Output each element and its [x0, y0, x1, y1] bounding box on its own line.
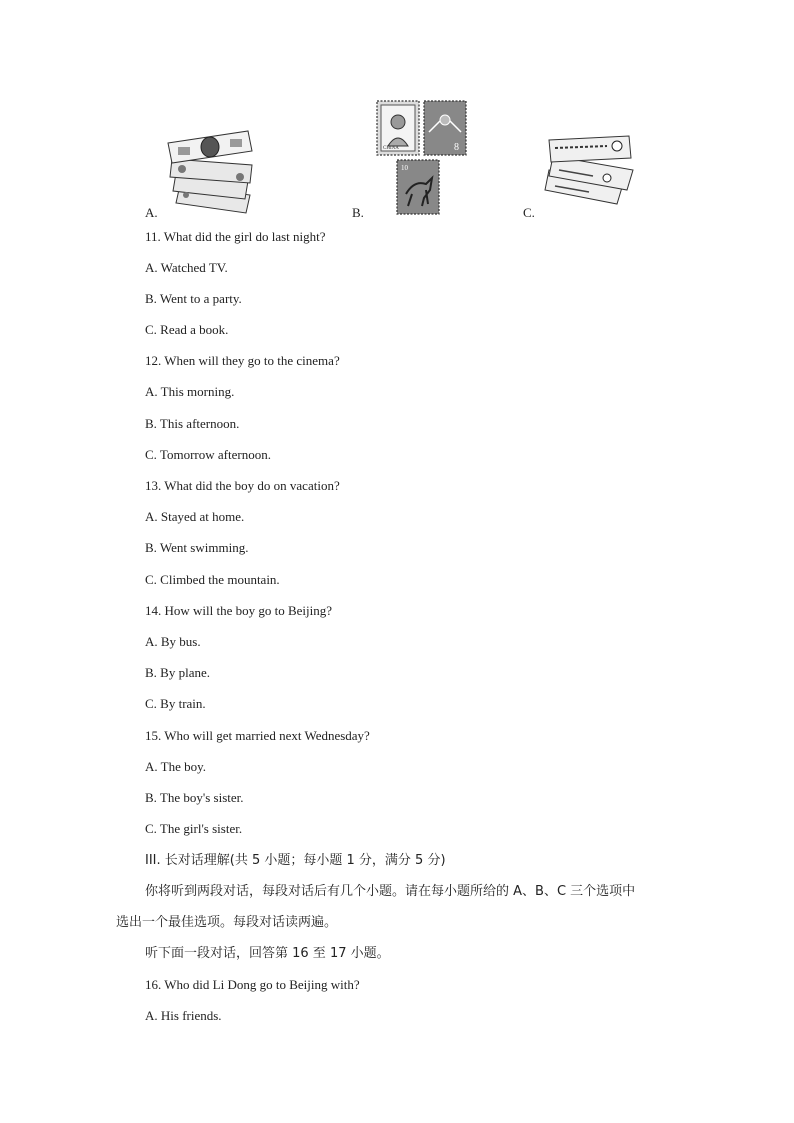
- question-11: 11. What did the girl do last night?: [145, 229, 326, 244]
- stamp-value-8: 8: [454, 142, 459, 153]
- question-15: 15. Who will get married next Wednesday?: [145, 728, 370, 743]
- question-16-option-a: A. His friends.: [145, 1008, 222, 1023]
- question-14-option-a: A. By bus.: [145, 634, 201, 649]
- section-3-listen-instruction: 听下面一段对话，回答第 16 至 17 小题。: [145, 946, 390, 961]
- section-3-instructions-line-1: 你将听到两段对话，每段对话后有几个小题。请在每小题所给的 A、B、C 三个选项中: [145, 884, 636, 899]
- question-11-option-c: C. Read a book.: [145, 322, 229, 337]
- question-14: 14. How will the boy go to Beijing?: [145, 603, 333, 618]
- stamps-picture: [374, 98, 470, 218]
- question-14-option-b: B. By plane.: [145, 665, 210, 680]
- question-12-option-a: A. This morning.: [145, 384, 235, 399]
- stamp-value-10: 10: [401, 164, 408, 172]
- stamp-country-text: CHINA: [383, 146, 399, 151]
- question-13-option-c: C. Climbed the mountain.: [145, 572, 280, 587]
- question-15-option-b: B. The boy's sister.: [145, 790, 244, 805]
- tickets-picture: [543, 130, 643, 210]
- question-13-option-a: A. Stayed at home.: [145, 509, 245, 524]
- question-15-option-c: C. The girl's sister.: [145, 821, 243, 836]
- question-12: 12. When will they go to the cinema?: [145, 353, 340, 368]
- question-14-option-c: C. By train.: [145, 696, 206, 711]
- question-12-option-c: C. Tomorrow afternoon.: [145, 447, 271, 462]
- question-16: 16. Who did Li Dong go to Beijing with?: [145, 977, 360, 992]
- question-15-option-a: A. The boy.: [145, 759, 207, 774]
- picture-a-label: A.: [145, 205, 158, 220]
- section-3-instructions-line-2: 选出一个最佳选项。每段对话读两遍。: [116, 915, 338, 930]
- picture-b-label: B.: [352, 205, 364, 220]
- question-13: 13. What did the boy do on vacation?: [145, 478, 340, 493]
- question-13-option-b: B. Went swimming.: [145, 540, 249, 555]
- section-3-heading: III. 长对话理解(共 5 小题；每小题 1 分，满分 5 分): [145, 853, 446, 868]
- question-12-option-b: B. This afternoon.: [145, 416, 240, 431]
- question-11-option-a: A. Watched TV.: [145, 260, 228, 275]
- question-11-option-b: B. Went to a party.: [145, 291, 242, 306]
- banknotes-picture: [160, 125, 260, 217]
- picture-c-label: C.: [523, 205, 535, 220]
